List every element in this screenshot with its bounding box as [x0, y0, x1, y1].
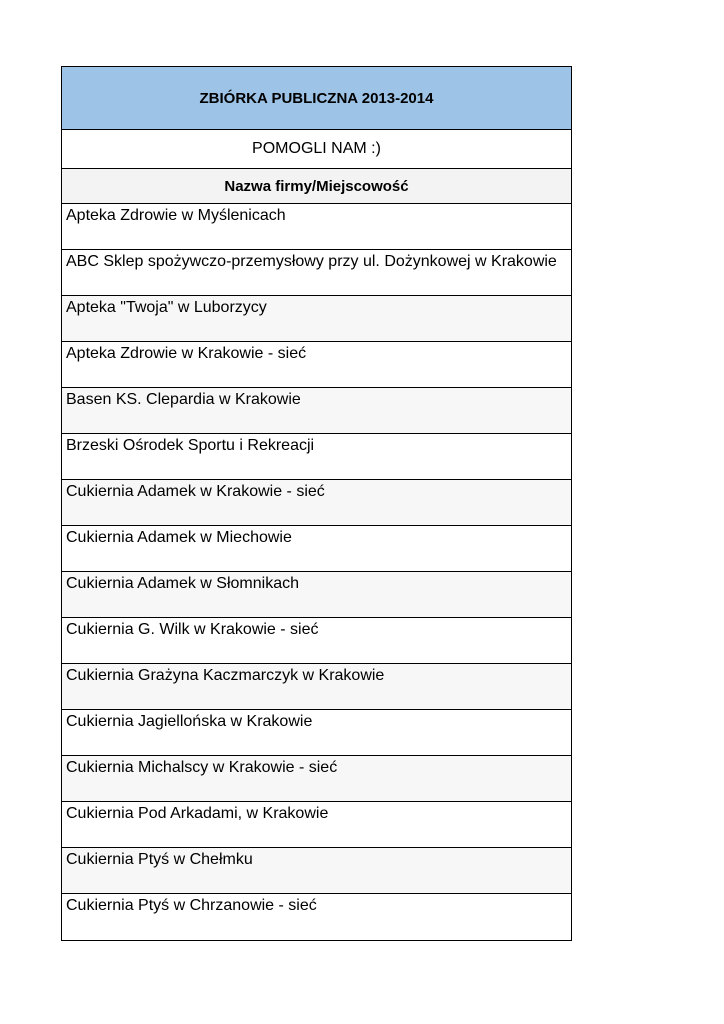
table-subtitle-cell	[62, 130, 571, 169]
table-subtitle: POMOGLI NAM :)	[252, 140, 381, 157]
company-name: Cukiernia Adamek w Słomnikach	[66, 575, 299, 592]
company-name: Apteka "Twoja" w Luborzycy	[66, 299, 267, 316]
company-name: Cukiernia Jagiellońska w Krakowie	[66, 713, 313, 730]
company-name: Cukiernia Michalscy w Krakowie - sieć	[66, 759, 338, 776]
company-name: Cukiernia Ptyś w Chrzanowie - sieć	[66, 897, 317, 914]
table-row	[62, 434, 571, 480]
company-name: Apteka Zdrowie w Krakowie - sieć	[66, 345, 307, 362]
table-row	[62, 250, 571, 296]
donors-table	[61, 66, 572, 941]
table-title-cell	[62, 67, 571, 130]
company-name: ABC Sklep spożywczo-przemysłowy przy ul. Dożynkowej w Krakowie	[66, 253, 557, 270]
table-row	[62, 480, 571, 526]
table-row	[62, 388, 571, 434]
company-name: Apteka Zdrowie w Myślenicach	[66, 207, 286, 224]
company-name: Basen KS. Clepardia w Krakowie	[66, 391, 301, 408]
company-name: Cukiernia Adamek w Krakowie - sieć	[66, 483, 325, 500]
table-row	[62, 342, 571, 388]
table-row	[62, 526, 571, 572]
company-name: Cukiernia G. Wilk w Krakowie - sieć	[66, 621, 319, 638]
company-name: Cukiernia Ptyś w Chełmku	[66, 851, 253, 868]
table-row	[62, 664, 571, 710]
company-name: Cukiernia Pod Arkadami, w Krakowie	[66, 805, 329, 822]
table-row	[62, 710, 571, 756]
table-row	[62, 618, 571, 664]
table-row	[62, 296, 571, 342]
company-name: Cukiernia Adamek w Miechowie	[66, 529, 292, 546]
table-row	[62, 756, 571, 802]
table-row	[62, 802, 571, 848]
table-row	[62, 848, 571, 894]
table-row	[62, 894, 571, 940]
column-header: Nazwa firmy/Miejscowość	[224, 177, 409, 195]
table-row	[62, 572, 571, 618]
company-name: Cukiernia Grażyna Kaczmarczyk w Krakowie	[66, 667, 385, 684]
column-header-cell	[62, 169, 571, 204]
table-row	[62, 204, 571, 250]
company-name: Brzeski Ośrodek Sportu i Rekreacji	[66, 437, 315, 454]
table-title: ZBIÓRKA PUBLICZNA 2013-2014	[199, 89, 434, 107]
